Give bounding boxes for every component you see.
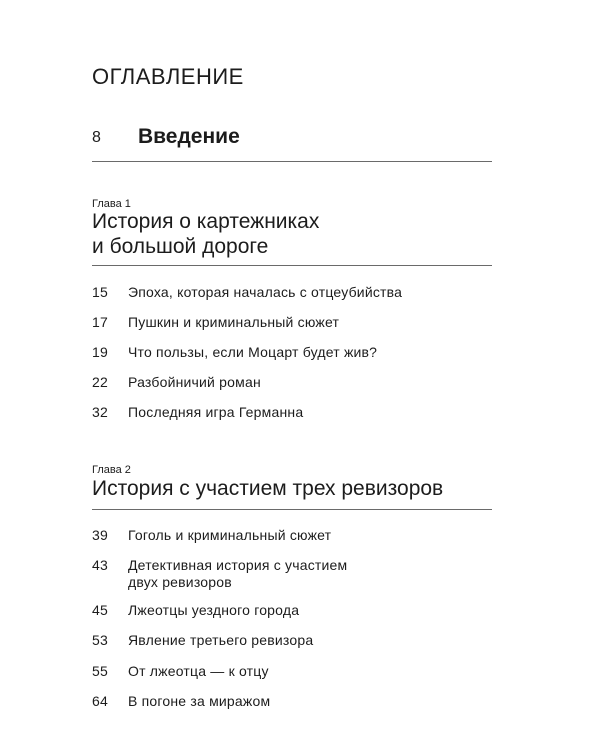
chapter-2-title	[92, 476, 512, 501]
chapter-2-title-line-1: История с участием трех ревизоров	[92, 477, 444, 500]
entry-title: Гоголь и криминальный сюжет	[128, 527, 332, 543]
chapter-1-title	[92, 209, 512, 259]
divider	[92, 265, 492, 266]
entry-page-number: 19	[92, 344, 108, 360]
toc-heading: ОГЛАВЛЕНИЕ	[92, 64, 244, 89]
entry-page-number: 17	[92, 314, 108, 330]
chapter-1-title-line-1: История о картежниках	[92, 210, 320, 233]
entry-title-line-2: двух ревизоров	[128, 574, 232, 590]
entry-title: Лжеотцы уездного города	[128, 602, 300, 618]
chapter-1-title-line-2: и большой дороге	[92, 235, 269, 258]
chapter-1-label: Глава 1	[92, 198, 131, 210]
entry-title: Пушкин и криминальный сюжет	[128, 314, 340, 330]
entry-title: В погоне за миражом	[128, 693, 271, 709]
entry-page-number: 64	[92, 693, 108, 709]
entry-title: Эпоха, которая началась с отцеубийства	[128, 284, 403, 300]
entry-page-number: 43	[92, 557, 108, 573]
entry-page-number: 55	[92, 663, 108, 679]
entry-page-number: 32	[92, 404, 108, 420]
entry-page-number: 45	[92, 602, 108, 618]
entry-title: Что пользы, если Моцарт будет жив?	[128, 344, 378, 360]
entry-page-number: 53	[92, 632, 108, 648]
entry-title-line-1: Детективная история с участием	[128, 557, 348, 573]
intro-title: Введение	[138, 125, 240, 148]
intro-page-number: 8	[92, 129, 101, 146]
chapter-2-label: Глава 2	[92, 464, 131, 476]
entry-title: Разбойничий роман	[128, 374, 261, 390]
entry-title: Явление третьего ревизора	[128, 632, 314, 648]
entry-page-number: 22	[92, 374, 108, 390]
divider	[92, 509, 492, 510]
entry-title	[128, 557, 428, 591]
entry-title: Последняя игра Германна	[128, 404, 304, 420]
entry-page-number: 39	[92, 527, 108, 543]
entry-title: От лжеотца — к отцу	[128, 663, 269, 679]
entry-page-number: 15	[92, 284, 108, 300]
divider	[92, 161, 492, 162]
